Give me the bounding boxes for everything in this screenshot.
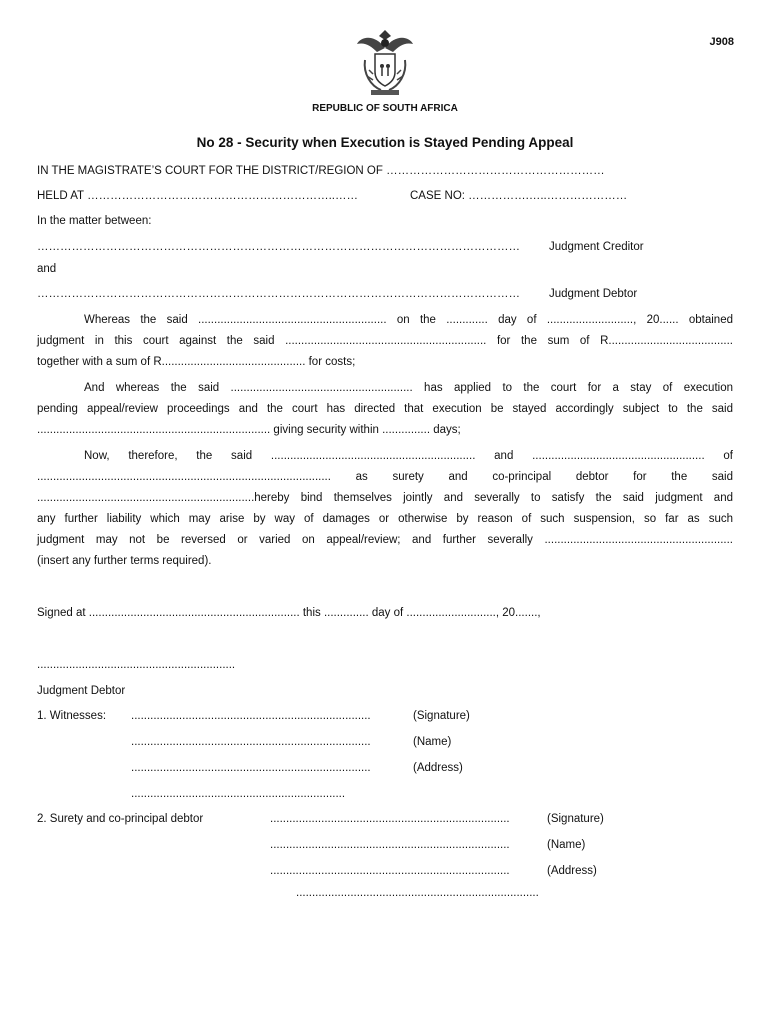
held-at-field: HELD AT ………………………………………………………..…… xyxy=(37,190,358,202)
para1-line2: judgment in this court against the said ............................................................... for the sum of R....................................... xyxy=(37,335,733,347)
court-line: IN THE MAGISTRATE’S COURT FOR THE DISTRICT/REGION OF ………………………………………………… xyxy=(37,165,605,177)
para3-line4: any further liability which may arise by way of damages or otherwise by reason of such suspension, so far as such xyxy=(37,513,733,525)
matter-heading: In the matter between: xyxy=(37,215,152,227)
witness-extra-dots: ................................................................... xyxy=(131,788,346,800)
witness-address-dots: ........................................................................... xyxy=(131,762,371,774)
para3-line5: judgment may not be reversed or varied on appeal/review; and further severally ........................................................... xyxy=(37,534,733,546)
form-code: J908 xyxy=(709,36,734,48)
para3-line2: ............................................................................................ as surety and co-principal debtor for the said xyxy=(37,471,733,483)
para1-line3: together with a sum of R............................................. for costs; xyxy=(37,356,356,368)
surety-address-dots: ........................................................................... xyxy=(270,865,510,877)
witness-name-label: (Name) xyxy=(413,736,452,748)
para2-line1: And whereas the said ......................................................... has applied to the court for a stay of execution xyxy=(84,382,733,394)
para3-line6: (insert any further terms required). xyxy=(37,555,212,567)
surety-signature-dots: ........................................................................... xyxy=(270,813,510,825)
surety-address-label: (Address) xyxy=(547,865,597,877)
para3-line1: Now, therefore, the said ................................................................ and ...................................................... of xyxy=(84,450,733,462)
surety-name-label: (Name) xyxy=(547,839,586,851)
form-title: No 28 - Security when Execution is Stayed Pending Appeal xyxy=(196,135,574,150)
signed-at-line: Signed at .................................................................. this .............. day of ............................, 20......., xyxy=(37,607,541,619)
and-text: and xyxy=(37,263,57,275)
witness-signature-label: (Signature) xyxy=(413,710,470,722)
para2-line2: pending appeal/review proceedings and the court has directed that execution be stayed accordingly subject to the said xyxy=(37,403,733,415)
debtor-signature-dots: .............................................................. xyxy=(37,659,236,671)
case-no-field: CASE NO: …………….…..………………… xyxy=(410,190,628,202)
creditor-label: Judgment Creditor xyxy=(549,241,644,253)
witnesses-label: 1. Witnesses: xyxy=(37,710,107,722)
para1-line1: Whereas the said ........................................................... on the ............. day of ..........................., 20...... obtained xyxy=(84,314,733,326)
republic-heading: REPUBLIC OF SOUTH AFRICA xyxy=(312,103,458,114)
witness-signature-dots: ........................................................................... xyxy=(131,710,371,722)
debtor-signature-label: Judgment Debtor xyxy=(37,685,126,697)
surety-signature-label: (Signature) xyxy=(547,813,604,825)
surety-label: 2. Surety and co-principal debtor xyxy=(37,813,204,825)
coat-of-arms-icon xyxy=(355,30,415,98)
debtor-label: Judgment Debtor xyxy=(549,288,638,300)
debtor-dots: ……………………………………………………………………………………………………………… xyxy=(37,288,520,300)
surety-name-dots: ........................................................................... xyxy=(270,839,510,851)
surety-extra-dots: ............................................................................ xyxy=(296,887,539,899)
para3-line3: ....................................................................hereby bind themselves jointly and severally to satisfy the said judgment and xyxy=(37,492,733,504)
para2-line3: ......................................................................... giving security within ............... days; xyxy=(37,424,461,436)
creditor-dots: ……………………………………………………………………………………………………………… xyxy=(37,241,520,253)
witness-address-label: (Address) xyxy=(413,762,463,774)
witness-name-dots: ........................................................................... xyxy=(131,736,371,748)
